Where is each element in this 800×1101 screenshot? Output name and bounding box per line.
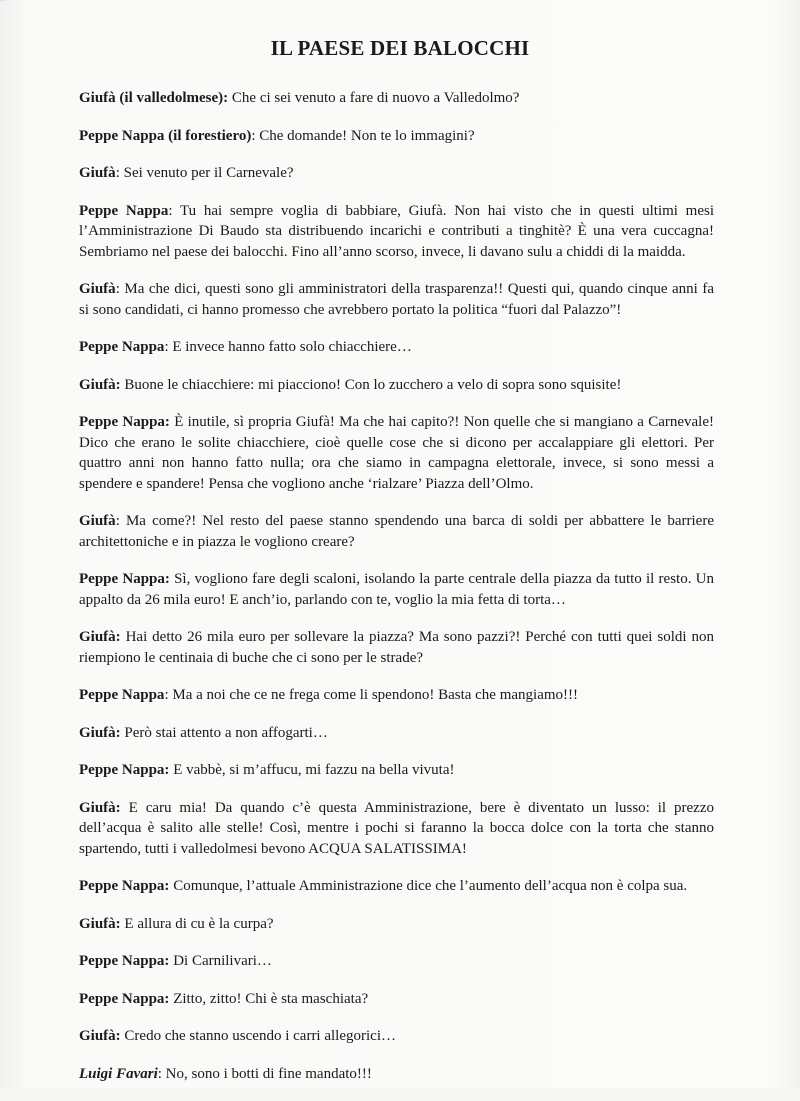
dialogue-text: : Tu hai sempre voglia di babbiare, Giufà. Non hai visto che in questi ultimi mesi l’Amministrazione Di Baudo sta distribuendo incarichi e contributi a tinghitè? È una vera cuccagna! Sembriamo nel paese dei balocchi. Fino all’anno scorso, invece, li davano sulu a chiddi di la maidda. xyxy=(79,202,714,260)
dialogue-text: Sì, vogliono fare degli scaloni, isolando la parte centrale della piazza da tutto il resto. Un appalto da 26 mila euro! E anch’io, parlando con te, voglio la mia fetta di torta… xyxy=(79,571,714,608)
dialogue-text: Hai detto 26 mila euro per sollevare la piazza? Ma sono pazzi?! Perché con tutti quei soldi non riempiono le centinaia di buche che ci sono per le strade? xyxy=(79,629,714,666)
dialogue-text: Credo che stanno uscendo i carri allegorici… xyxy=(120,1028,396,1044)
dialogue-text: E vabbè, si m’affucu, mi fazzu na bella vivuta! xyxy=(169,762,455,778)
speaker-name: Peppe Nappa xyxy=(79,202,169,219)
speaker-name: Giufà: xyxy=(79,915,121,932)
dialogue-text: Di Carnilivari… xyxy=(169,953,272,969)
dialogue-line xyxy=(79,1064,714,1085)
speaker-name: Giufà xyxy=(79,513,116,529)
dialogue-line xyxy=(79,511,714,552)
dialogue-text: Comunque, l’attuale Amministrazione dice che l’aumento dell’acqua non è colpa sua. xyxy=(169,878,688,894)
speaker-name: Peppe Nappa: xyxy=(79,571,170,587)
dialogue-text: : No, sono i botti di fine mandato!!! xyxy=(157,1065,372,1082)
dialogue-line xyxy=(79,201,714,263)
speaker-name: Giufà: xyxy=(79,629,121,645)
scan-corner-mark xyxy=(0,0,64,41)
dialogue-line xyxy=(79,569,714,610)
dialogue-text: : Ma che dici, questi sono gli amministratori della trasparenza!! Questi qui, quando cinque anni fa si sono candidati, ci hanno promesso che avrebbero portato la politica “fuori dal Palazzo”! xyxy=(79,281,714,318)
document-title: IL PAESE DEI BALOCCHI xyxy=(270,36,530,60)
dialogue-text: Che ci sei venuto a fare di nuovo a Valledolmo? xyxy=(228,90,520,106)
dialogue-text: E caru mia! Da quando c’è questa Amministrazione, bere è diventato un lusso: il prezzo dell’acqua è salito alle stelle! Così, mentre i pochi si faranno la bocca dolce con la torta che stanno spartendo, tutti i valledolmesi bevono ACQUA SALATISSIMA! xyxy=(79,799,714,857)
dialogue-line xyxy=(79,126,714,147)
dialogue-line xyxy=(79,627,714,668)
dialogue-text: : E invece hanno fatto solo chiacchiere… xyxy=(164,339,412,355)
dialogue-text: : Sei venuto per il Carnevale? xyxy=(115,165,294,181)
dialogue-line xyxy=(79,88,714,109)
dialogue-line xyxy=(79,375,714,396)
speaker-name: Peppe Nappa: xyxy=(79,762,170,778)
dialogue-line xyxy=(79,760,714,781)
dialogue-body xyxy=(79,88,714,1101)
speaker-name: Giufà: xyxy=(79,1028,121,1044)
dialogue-line xyxy=(79,1026,714,1047)
dialogue-text: Però stai attento a non affogarti… xyxy=(120,724,328,741)
speaker-name: Peppe Nappa: xyxy=(79,953,170,969)
dialogue-line xyxy=(79,337,714,358)
dialogue-line xyxy=(79,685,714,706)
dialogue-line xyxy=(79,163,714,184)
speaker-name: Peppe Nappa xyxy=(79,687,165,703)
speaker-name: Peppe Nappa: xyxy=(79,990,170,1007)
dialogue-text: E allura di cu è la curpa? xyxy=(120,915,274,932)
dialogue-line xyxy=(79,914,714,935)
speaker-name: Giufà: xyxy=(79,376,121,393)
speaker-name: Peppe Nappa (il forestiero) xyxy=(79,127,252,144)
dialogue-line xyxy=(79,723,714,744)
dialogue-text: Buone le chiacchiere: mi piacciono! Con lo zucchero a velo di sopra sono squisite! xyxy=(120,376,622,393)
dialogue-text: : Ma a noi che ce ne frega come li spendono! Basta che mangiamo!!! xyxy=(164,687,579,703)
dialogue-text: Zitto, zitto! Chi è sta maschiata? xyxy=(169,990,369,1007)
speaker-name: Luigi Favari xyxy=(79,1065,158,1082)
speaker-name: Giufà: xyxy=(79,799,121,816)
dialogue-line xyxy=(79,279,714,320)
dialogue-line xyxy=(79,876,714,897)
dialogue-text: È inutile, sì propria Giufà! Ma che hai capito?! Non quelle che si mangiano a Carnevale! Dico che erano le solite chiacchiere, cioè quelle cose che si dicono per accalappiare gli elettori. Per quattro anni non hanno fatto nulla; ora che siamo in campagna elettorale, invece, si sono messi a spendere e spandere! Pensa che vogliono anche ‘rialzare’ Piazza dell’Olmo. xyxy=(79,414,714,492)
speaker-name: Giufà (il valledolmese): xyxy=(79,90,229,106)
dialogue-line xyxy=(79,798,714,860)
speaker-name: Giufà xyxy=(79,281,116,297)
dialogue-line xyxy=(79,951,714,972)
speaker-name: Peppe Nappa: xyxy=(79,414,170,430)
dialogue-text: : Che domande! Non te lo immagini? xyxy=(251,127,475,144)
speaker-name: Peppe Nappa xyxy=(79,339,165,355)
speaker-name: Giufà: xyxy=(79,724,121,741)
dialogue-text: : Ma come?! Nel resto del paese stanno spendendo una barca di soldi per abbattere le barriere architettoniche e in piazza le vogliono creare? xyxy=(79,513,714,550)
dialogue-line xyxy=(79,412,714,494)
speaker-name: Peppe Nappa: xyxy=(79,878,170,894)
speaker-name: Giufà xyxy=(79,165,116,181)
dialogue-line xyxy=(79,989,714,1010)
